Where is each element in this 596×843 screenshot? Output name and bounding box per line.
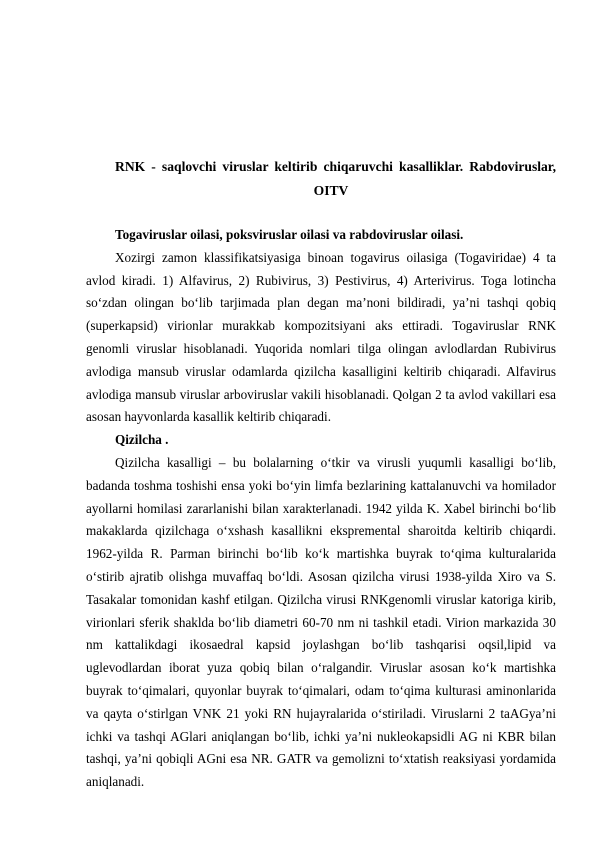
paragraph-rubella: Qizilcha kasalligi – bu bolalarning o‘tkir va virusli yuqumli kasalligi bo‘lib, badanda toshma toshishi ensa yoki bo‘yin limfa bezlarining kattalanuvchi va homilador ayollarni homilasi zararlanishi bilan xarakterlanadi. 1942 yilda K. Xabel birinchi bo‘lib makaklarda qizilchaga o‘xshash kasallikni ekspremental sharoitda keltirib chiqardi. 1962-yilda R. Parman birinchi bo‘lib ko‘k martishka buyrak to‘qima kulturalarida o‘stirib ajratib olishga muvaffaq bo‘ldi. Asosan qizilcha virusi 1938-yilda Xiro va S. Tasakalar tomonidan kashf etilgan. Qizilcha virusi RNKgenomli viruslar katoriga kirib, virionlari sferik shaklda bo‘lib diametri 60-70 nm ni tashkil etadi. Virion markazida 30 nm kattalikdagi ikosaedral kapsid joylashgan bo‘lib tashqarisi oqsil,lipid va uglevodlardan iborat yuza qobiq bilan o‘ralgandir. Viruslar asosan ko‘k martishka buyrak to‘qimalari, quyonlar buyrak to‘qimalari, odam to‘qima kulturasi aminonlarida va qayta o‘stirlgan VNK 21 yoki RN hujayralarida o‘stiriladi. Viruslarni 2 taAGya’ni ichki va tashqi AGlari aniqlangan bo‘lib, ichki ya’ni nukleokapsidli AG ni KBR bilan tashqi, ya’ni qobiqli AGni esa NR. GATR va gemolizni to‘xtatish reaksiyasi yordamida aniqlanadi.: [86, 454, 556, 790]
section-heading-rubella: Qizilcha .: [115, 432, 169, 448]
title-line-1: RNK - saqlovchi viruslar keltirib chiqaruvchi kasalliklar. Rabdoviruslar,: [115, 159, 556, 174]
section-heading-togaviruses: Togaviruslar oilasi, poksviruslar oilasi va rabdoviruslar oilasi.: [115, 227, 464, 242]
document-title: [86, 155, 556, 203]
document-page: [86, 0, 556, 843]
title-line-2: OITV: [313, 183, 349, 198]
paragraph-togaviruses: Xozirgi zamon klassifikatsiyasiga binoan togavirus oilasiga (Togaviridae) 4 ta avlod kiradi. 1) Alfavirus, 2) Rubivirus, 3) Pestivirus, 4) Arterivirus. Toga lotincha so‘zdan olingan bo‘lib tarjimada plan degan ma’noni bildiradi, ya’ni tashqi qobiq (superkapsid) virionlar murakkab kompozitsiyani aks ettiradi. Togaviruslar RNK genomli viruslar hisoblanadi. Yuqorida nomlari tilga olingan avlodlardan Rubivirus avlodiga mansub viruslar odamlarda qizilcha kasalligini keltirib chiqaradi. Alfavirus avlodiga mansub viruslar arboviruslar vakili hisoblanadi. Qolgan 2 ta avlod vakillari esa asosan hayvonlarda kasallik keltirib chiqaradi.: [86, 249, 556, 425]
document-body: [86, 224, 556, 794]
